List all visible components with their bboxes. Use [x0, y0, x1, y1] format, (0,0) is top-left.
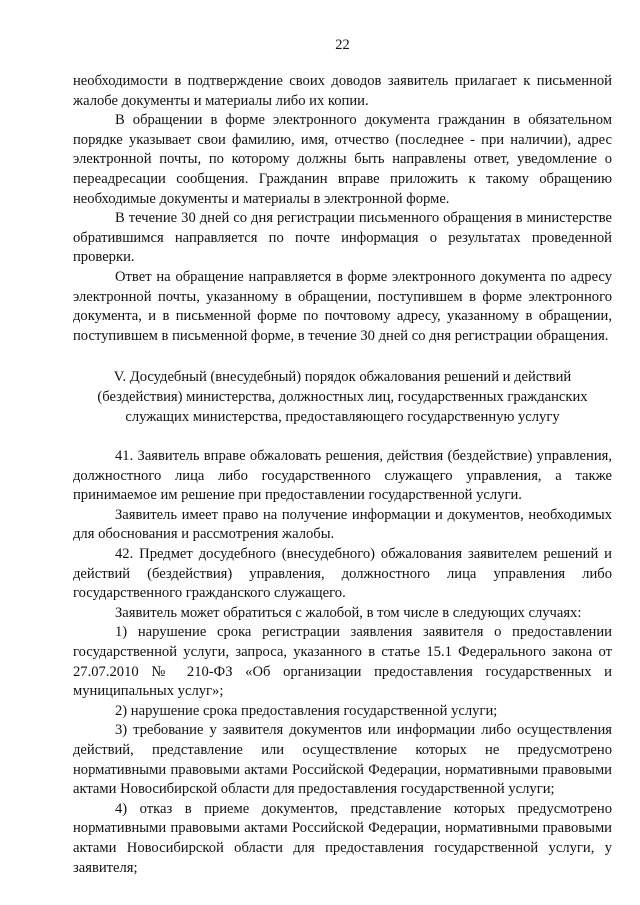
list-item-3: 3) требование у заявителя документов или информации либо осуществления действий, представление или осуществление которых не предусмотрено нормативными правовыми актами Российской Федерации, нормативными правовыми актами Новосибирской области для предоставления государственной услуги;	[73, 722, 612, 798]
paragraph-electronic-appeal: В обращении в форме электронного документа гражданин в обязательном порядке указывает свои фамилию, имя, отчество (последнее - при наличии), адрес электронной почты, по которому должны быть направлены ответ, уведомление о переадресации сообщения. Гражданин вправе приложить к такому обращению необходимые документы и материалы в электронной форме.	[73, 112, 612, 207]
paragraph-response: Ответ на обращение направляется в форме электронного документа по адресу электронной почты, указанному в обращении, поступившем в форме электронного документа, и в письменной форме по почтовому адресу, указанному в обращении, поступившем в письменной форме, в течение 30 дней со дня регистрации обращения.	[73, 268, 612, 344]
paragraph-30-days: В течение 30 дней со дня регистрации письменного обращения в министерстве обратившимся направляется по почте информация о результатах проведенной проверки.	[73, 210, 612, 266]
page-number: 22	[335, 37, 350, 53]
list-item-1: 1) нарушение срока регистрации заявления заявителя о предоставлении государственной услуги, запроса, указанного в статье 15.1 Федерального закона от 27.07.2010 № 210-ФЗ «Об организации предоставления государственных и муниципальных услуг»;	[73, 624, 612, 700]
document-body	[73, 72, 612, 878]
paragraph-continuation: необходимости в подтверждение своих доводов заявитель прилагает к письменной жалобе документы и материалы либо их копии.	[73, 73, 612, 109]
list-item-4: 4) отказ в приеме документов, представление которых предусмотрено нормативными правовыми актами Российской Федерации, нормативными правовыми актами Новосибирской области для предоставления государственной услуги, у заявителя;	[73, 800, 612, 876]
section-heading: V. Досудебный (внесудебный) порядок обжалования решений и действий (бездействия) министерства, должностных лиц, государственных гражданских служащих министерства, предоставляющего государственную услугу	[97, 369, 588, 425]
paragraph-cases-intro: Заявитель может обратиться с жалобой, в том числе в следующих случаях:	[115, 604, 582, 621]
paragraph-41: 41. Заявитель вправе обжаловать решения, действия (бездействие) управления, должностного лица либо государственного служащего управления, а также принимаемое им решение при предоставлении государственной услуги.	[73, 448, 612, 504]
paragraph-42: 42. Предмет досудебного (внесудебного) обжалования заявителем решений и действий (бездействия) управления, должностного лица управления либо государственного гражданского служащего.	[73, 546, 612, 602]
paragraph-right-to-info: Заявитель имеет право на получение информации и документов, необходимых для обоснования и рассмотрения жалобы.	[73, 506, 612, 543]
list-item-2: 2) нарушение срока предоставления государственной услуги;	[115, 702, 498, 719]
